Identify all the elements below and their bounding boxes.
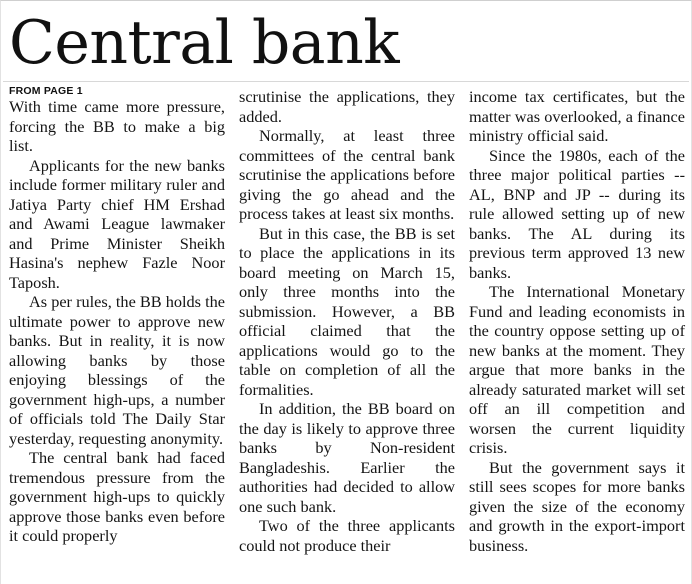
paragraph: Two of the three applicants could not produce their: [239, 516, 455, 555]
continued-from-label: FROM PAGE 1: [9, 85, 83, 97]
headline-divider: [3, 81, 689, 82]
paragraph-continued: income tax certificates, but the matter was overlooked, a finance ministry official said.: [469, 87, 685, 145]
headline: Central bank: [9, 8, 400, 78]
article-column-2: [239, 87, 455, 555]
paragraph: In addition, the BB board on the day is likely to approve three banks by Non-resident Bangladeshis. Earlier the authorities had decided to allow one such bank.: [239, 399, 455, 516]
article-column-1: [9, 87, 225, 546]
paragraph: As per rules, the BB holds the ultimate power to approve new banks. But in reality, it is now allowing banks by those enjoying blessings of the government high-ups, a number of officials told The Daily Star yesterday, requesting anonymity.: [9, 292, 225, 448]
paragraph: Applicants for the new banks include former military ruler and Jatiya Party chief HM Ershad and Awami League lawmaker and Prime Minister Sheikh Hasina's nephew Fazle Noor Taposh.: [9, 155, 225, 292]
paragraph: Normally, at least three committees of the central bank scrutinise the applications before giving the go ahead and the process takes at least six months.: [239, 126, 455, 223]
paragraph: With time came more pressure, forcing the BB to make a big list.: [9, 97, 225, 155]
paragraph: But in this case, the BB is set to place the applications in its board meeting on March 15, only three months into the submission. However, a BB official claimed that the applications would go to the table on completion of all the formalities.: [239, 223, 455, 399]
paragraph: The International Monetary Fund and leading economists in the country oppose setting up of new banks at the moment. They argue that more banks in the already saturated market will set off an ill competition and worsen the current liquidity crisis.: [469, 282, 685, 457]
paragraph: Since the 1980s, each of the three major political parties -- AL, BNP and JP -- during its rule allowed setting up of new banks. The AL during its previous term approved 13 new banks.: [469, 145, 685, 282]
paragraph: The central bank had faced tremendous pressure from the government high-ups to quickly approve those banks even before it could properly: [9, 448, 225, 545]
paragraph: But the government says it still sees scopes for more banks given the size of the economy and growth in the export-import business.: [469, 457, 685, 555]
paragraph-continued: scrutinise the applications, they added.: [239, 87, 455, 126]
article-column-3: [469, 87, 685, 555]
